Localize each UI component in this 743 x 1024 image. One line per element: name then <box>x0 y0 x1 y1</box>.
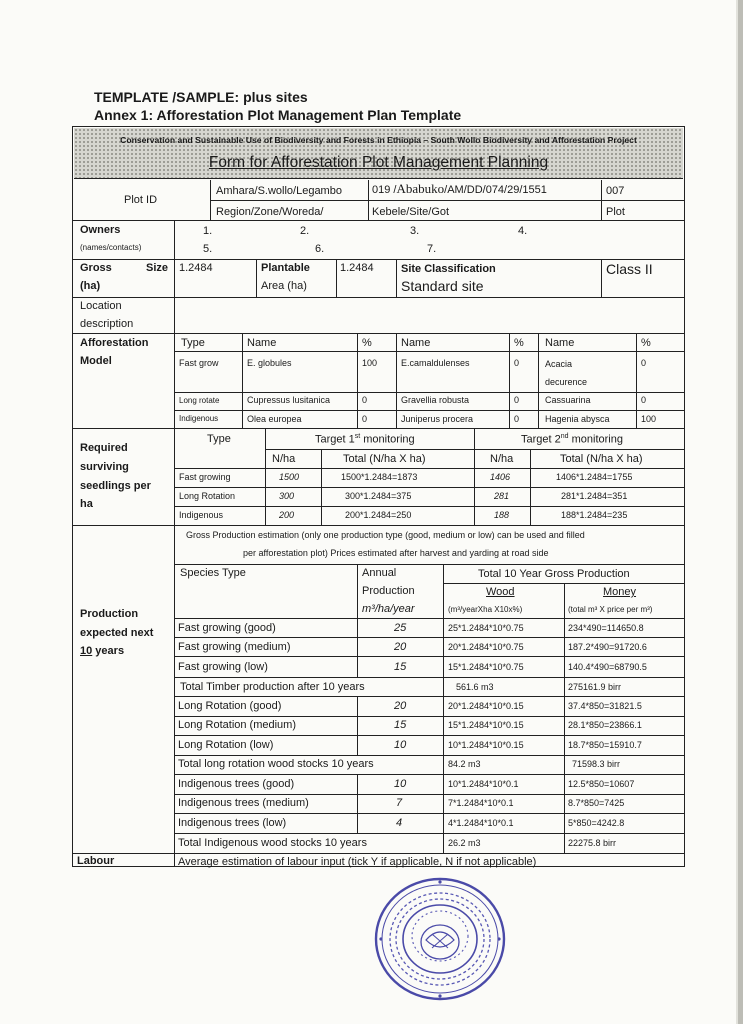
seedling-nha-1: 1500 <box>279 472 300 482</box>
seedling-type: Long Rotation <box>179 491 236 501</box>
seedlings-label-2: surviving <box>80 461 129 473</box>
total-money-value: 275161.9 birr <box>568 682 622 692</box>
afforestation-label: Afforestation <box>80 337 149 349</box>
annex-heading: Annex 1: Afforestation Plot Management Plan Template <box>94 107 462 123</box>
owner-number: 7. <box>427 243 437 255</box>
seedlings-label-3: seedlings per <box>80 480 151 492</box>
total-wood-value: 26.2 m3 <box>448 838 481 848</box>
seedling-nha-2: 188 <box>494 510 510 520</box>
model-percent: 0 <box>514 395 520 405</box>
model-percent: 0 <box>641 395 647 405</box>
model-head-type: Type <box>181 337 205 349</box>
annual-head-unit: m³/ha/year <box>362 603 415 615</box>
species-row: Fast growing (low) <box>178 661 268 673</box>
seedlings-head-type: Type <box>207 433 231 445</box>
target-2-nha-head: N/ha <box>490 453 514 465</box>
site-classification-label: Site Classification <box>401 263 496 275</box>
form-banner <box>74 128 683 179</box>
wood-value: 25*1.2484*10*0.75 <box>448 623 524 633</box>
seedling-total-1: 200*1.2484=250 <box>345 510 412 520</box>
official-stamp <box>372 874 508 1004</box>
money-value: 18.7*850=15910.7 <box>568 740 642 750</box>
seedling-nha-2: 281 <box>494 491 510 501</box>
wood-value: 10*1.2484*10*0.1 <box>448 779 519 789</box>
species-row: Indigenous trees (low) <box>178 817 287 829</box>
annual-value: 25 <box>394 622 407 634</box>
annual-value: 15 <box>394 719 407 731</box>
owners-sublabel: (names/contacts) <box>80 243 142 252</box>
gross-unit-label: (ha) <box>80 280 101 292</box>
gross-size-value: 1.2484 <box>179 262 213 274</box>
money-value: 187.2*490=91720.6 <box>568 642 647 652</box>
plot-id-label: Plot ID <box>124 194 158 206</box>
total-wood-value: 561.6 m3 <box>456 682 494 692</box>
total-row: Total long rotation wood stocks 10 years <box>178 758 374 770</box>
species-row: Fast growing (medium) <box>178 641 291 653</box>
labour-text: Average estimation of labour input (tick Y if applicable, N if not applicable) <box>178 856 537 868</box>
template-heading: TEMPLATE /SAMPLE: plus sites <box>94 89 308 105</box>
production-label-3: 10 years <box>80 645 125 657</box>
seedling-total-1: 1500*1.2484=1873 <box>341 472 418 482</box>
labour-label: Labour <box>77 855 115 867</box>
money-value: 5*850=4242.8 <box>568 818 625 828</box>
production-label-2: expected next <box>80 627 154 639</box>
seedling-type: Fast growing <box>179 472 231 482</box>
money-value: 12.5*850=10607 <box>568 779 635 789</box>
plot-caption: Plot <box>606 206 625 218</box>
kebele-caption: Kebele/Site/Got <box>372 206 450 218</box>
species-row: Fast growing (good) <box>178 622 276 634</box>
seedling-nha-2: 1406 <box>490 472 511 482</box>
target-2-head: Target 2nd monitoring <box>521 433 623 446</box>
annual-head: Annual <box>362 567 397 579</box>
model-species: Cupressus lusitanica <box>247 395 331 405</box>
afforestation-label-2: Model <box>80 355 112 367</box>
model-species-2: decurence <box>545 377 588 387</box>
owners-label: Owners <box>80 224 121 236</box>
model-percent: 100 <box>362 358 378 368</box>
model-percent: 0 <box>641 358 647 368</box>
seedling-nha-1: 200 <box>279 510 295 520</box>
annual-value: 7 <box>396 797 403 809</box>
model-head-name: Name <box>545 337 575 349</box>
annual-value: 10 <box>394 739 407 751</box>
total-money-value: 71598.3 birr <box>572 759 621 769</box>
annual-value: 20 <box>394 641 407 653</box>
location-label: Location <box>80 300 122 312</box>
annual-head-2: Production <box>362 585 415 597</box>
model-head-pct: % <box>514 337 524 349</box>
seedlings-label-4: ha <box>80 498 93 510</box>
total-row: Total Timber production after 10 years <box>180 681 365 693</box>
wood-value: 10*1.2484*10*0.15 <box>448 740 524 750</box>
owner-number: 3. <box>410 225 420 237</box>
plantable-sublabel: Area (ha) <box>261 280 307 292</box>
model-percent: 0 <box>514 414 520 424</box>
money-head: Money <box>603 586 637 598</box>
site-classification-value: Standard site <box>401 278 484 294</box>
region-caption: Region/Zone/Woreda/ <box>216 206 324 218</box>
model-percent: 100 <box>641 414 657 424</box>
model-type: Indigenous <box>179 414 219 423</box>
kebele-value: 019 /Ababuko/AM/DD/074/29/1551 <box>372 181 547 196</box>
money-value: 8.7*850=7425 <box>568 798 625 808</box>
owner-number: 5. <box>203 243 213 255</box>
total-production-head: Total 10 Year Gross Production <box>478 568 630 580</box>
region-value: Amhara/S.wollo/Legambo <box>216 185 342 197</box>
production-note-2: per afforestation plot) Prices estimated after harvest and yarding at road side <box>243 548 549 558</box>
model-species: Olea europea <box>247 414 302 424</box>
plot-number: 007 <box>606 185 625 197</box>
seedling-total-2: 188*1.2484=235 <box>561 510 628 520</box>
species-row: Long Rotation (good) <box>178 700 282 712</box>
model-species: Gravellia robusta <box>401 395 470 405</box>
location-label-2: description <box>80 318 134 330</box>
model-species: E. globules <box>247 358 292 368</box>
model-percent: 0 <box>362 395 368 405</box>
owner-number: 2. <box>300 225 310 237</box>
seedling-total-1: 300*1.2484=375 <box>345 491 412 501</box>
seedlings-label: Required <box>80 442 128 454</box>
total-wood-value: 84.2 m3 <box>448 759 481 769</box>
annual-value: 4 <box>396 817 403 829</box>
wood-value: 15*1.2484*10*0.75 <box>448 662 524 672</box>
target-1-total-head: Total (N/ha X ha) <box>343 453 426 465</box>
production-label: Production <box>80 608 139 620</box>
seedling-nha-1: 300 <box>279 491 295 501</box>
production-note: Gross Production estimation (only one production type (good, medium or low) can be used and filled <box>186 530 585 540</box>
annual-value: 15 <box>394 661 407 673</box>
gross-size-label: Size <box>146 262 169 274</box>
owner-number: 6. <box>315 243 325 255</box>
species-type-head: Species Type <box>180 567 246 579</box>
model-percent: 0 <box>514 358 520 368</box>
model-species: Cassuarina <box>545 395 591 405</box>
gross-label: Gross <box>80 262 112 274</box>
wood-value: 20*1.2484*10*0.15 <box>448 701 524 711</box>
wood-head: Wood <box>486 586 515 598</box>
target-1-head: Target 1st monitoring <box>315 433 415 446</box>
model-head-name: Name <box>247 337 277 349</box>
owner-number: 1. <box>203 225 213 237</box>
species-row: Long Rotation (medium) <box>178 719 297 731</box>
model-type: Long rotate <box>179 396 220 405</box>
model-species: Acacia <box>545 359 573 369</box>
target-2-total-head: Total (N/ha X ha) <box>560 453 643 465</box>
model-species: Juniperus procera <box>401 414 474 424</box>
page-edge-shadow <box>736 0 738 1024</box>
wood-value: 20*1.2484*10*0.75 <box>448 642 524 652</box>
seedling-total-2: 281*1.2484=351 <box>561 491 628 501</box>
model-head-name: Name <box>401 337 431 349</box>
money-value: 37.4*850=31821.5 <box>568 701 642 711</box>
model-head-pct: % <box>362 337 372 349</box>
annual-value: 10 <box>394 778 407 790</box>
target-1-nha-head: N/ha <box>272 453 296 465</box>
money-value: 28.1*850=23866.1 <box>568 720 642 730</box>
kebele-handwritten: Ababuko <box>396 181 445 196</box>
model-percent: 0 <box>362 414 368 424</box>
seedling-type: Indigenous <box>179 510 224 520</box>
project-title: Conservation and Sustainable Use of Biodiversity and Forests in Ethiopia – South Wollo Biodiversity and Afforestation Project <box>120 135 637 145</box>
annual-value: 20 <box>394 700 407 712</box>
model-type: Fast grow <box>179 358 219 368</box>
wood-formula-head: (m³/yearXha X10x%) <box>448 605 523 614</box>
species-row: Long Rotation (low) <box>178 739 274 751</box>
money-value: 140.4*490=68790.5 <box>568 662 647 672</box>
total-money-value: 22275.8 birr <box>568 838 617 848</box>
species-row: Indigenous trees (medium) <box>178 797 309 809</box>
site-class-value: Class II <box>606 261 653 277</box>
wood-value: 15*1.2484*10*0.15 <box>448 720 524 730</box>
money-value: 234*490=114650.8 <box>568 623 644 633</box>
wood-value: 4*1.2484*10*0.1 <box>448 818 514 828</box>
plantable-value: 1.2484 <box>340 262 374 274</box>
money-formula-head: (total m³ X price per m³) <box>568 605 653 614</box>
model-species: Hagenia abysca <box>545 414 610 424</box>
species-row: Indigenous trees (good) <box>178 778 295 790</box>
seedling-total-2: 1406*1.2484=1755 <box>556 472 633 482</box>
total-row: Total Indigenous wood stocks 10 years <box>178 837 367 849</box>
wood-value: 7*1.2484*10*0.1 <box>448 798 514 808</box>
plantable-label: Plantable <box>261 262 310 274</box>
model-head-pct: % <box>641 337 651 349</box>
model-species: E.camaldulenses <box>401 358 470 368</box>
form-title: Form for Afforestation Plot Management Planning <box>208 154 549 171</box>
owner-number: 4. <box>518 225 528 237</box>
page-edge <box>738 0 743 1024</box>
